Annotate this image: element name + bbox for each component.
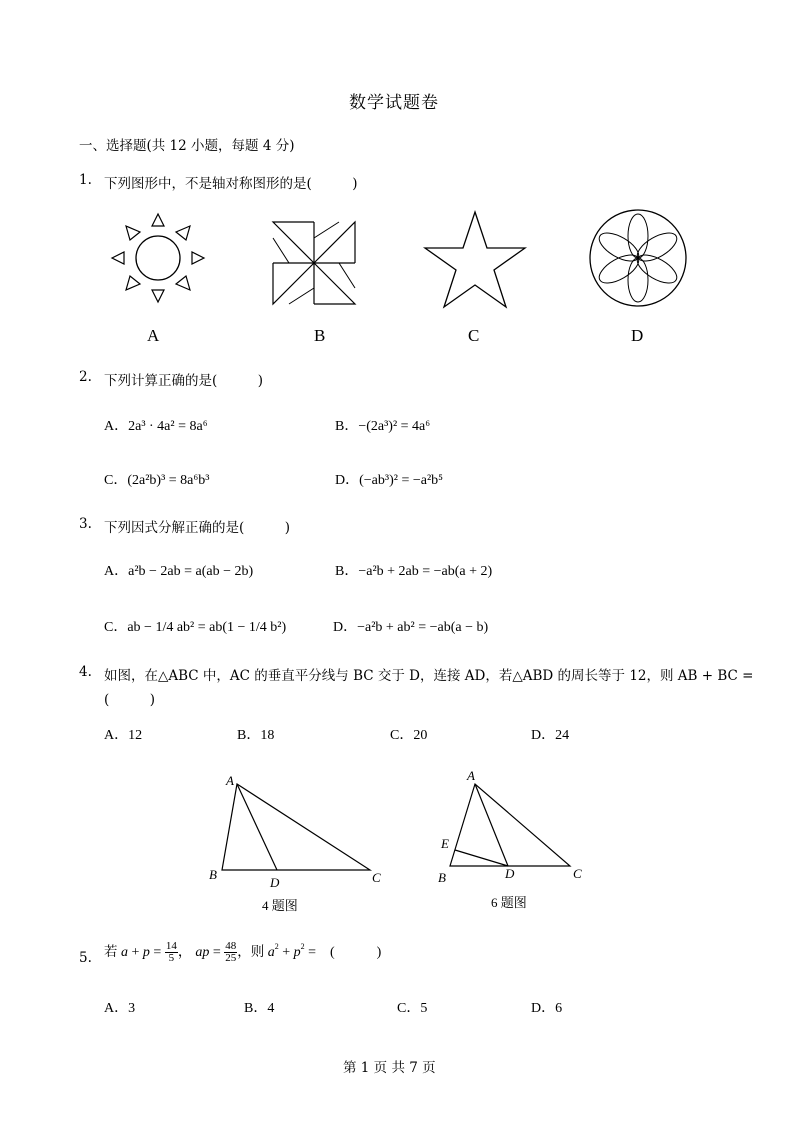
q2-option-d: D．(−ab³)² = −a²b⁵	[335, 473, 444, 488]
q5-option-c: C．5	[397, 1001, 428, 1016]
q5-stem: 若 a + p = $\frac{14}{5}$ ， ap = $\frac{48}{25}$ ，则 $a^2 + p^2$ = ( )	[104, 940, 382, 965]
q1-label-c: C	[468, 326, 480, 345]
q5-tail: = ( )	[308, 945, 382, 960]
q3-option-b: B．−a²b + 2ab = −ab(a + 2)	[335, 564, 493, 579]
fig6-point-a: A	[467, 768, 475, 783]
flower-circle-icon	[586, 206, 690, 310]
triangle-figure-q6	[438, 770, 588, 880]
q3-number: 3.	[79, 516, 92, 532]
q5-fraction-1: $\frac{14}{5}$	[165, 940, 177, 965]
fig6-caption: 6 题图	[491, 895, 527, 910]
q2-number: 2.	[79, 369, 92, 385]
q1-stem: 下列图形中，不是轴对称图形的是( )	[104, 176, 358, 192]
fig4-point-d: D	[270, 875, 280, 890]
fig6-point-d: D	[505, 866, 515, 881]
fig4-point-a: A	[226, 773, 234, 788]
q5-stem-prefix: 若	[104, 944, 118, 960]
fig6-point-e: E	[441, 836, 449, 851]
q5-fraction-2: $\frac{48}{25}$	[225, 940, 237, 965]
q2-option-c: C．(2a²b)³ = 8a⁶b³	[104, 473, 210, 488]
q1-label-a: A	[147, 326, 160, 345]
q1-label-d: D	[631, 326, 644, 345]
q5-stem-suffix: ，则	[237, 944, 265, 960]
q4-option-c: C．20	[390, 728, 428, 743]
sun-icon	[108, 210, 208, 310]
q3-option-d: D．−a²b + ab² = −ab(a − b)	[333, 620, 489, 635]
q1-number: 1.	[79, 172, 92, 188]
q4-option-a: A．12	[104, 728, 143, 743]
q4-stem-paren: ( )	[104, 692, 156, 708]
q4-option-b: B．18	[237, 728, 275, 743]
star-icon	[420, 210, 530, 310]
page-title: 数学试题卷	[349, 93, 439, 113]
fig4-caption: 4 题图	[262, 898, 298, 913]
q1-label-b: B	[314, 326, 326, 345]
q2-option-a: A．2a³ · 4a² = 8a⁶	[104, 419, 208, 434]
fig4-point-b: B	[209, 867, 217, 882]
fig6-point-c: C	[573, 866, 582, 881]
q4-stem: 如图，在△ABC 中，AC 的垂直平分线与 BC 交于 D，连接 AD，若△ABD 的周长等于 12，则 AB + BC =	[104, 668, 754, 684]
q4-number: 4.	[79, 664, 92, 680]
q4-option-d: D．24	[531, 728, 570, 743]
q5-number: 5.	[79, 950, 92, 966]
fig6-point-b: B	[438, 870, 446, 885]
page-footer: 第 1 页 共 7 页	[343, 1060, 436, 1076]
q3-stem: 下列因式分解正确的是( )	[104, 520, 291, 536]
section-heading: 一、选择题(共 12 小题，每题 4 分)	[79, 138, 295, 154]
q5-option-b: B．4	[244, 1001, 275, 1016]
q3-option-a: A．a²b − 2ab = a(ab − 2b)	[104, 564, 254, 579]
q2-option-b: B．−(2a³)² = 4a⁶	[335, 419, 431, 434]
q5-option-a: A．3	[104, 1001, 136, 1016]
q5-option-d: D．6	[531, 1001, 563, 1016]
q3-option-c: C．ab − 1/4 ab² = ab(1 − 1/4 b²)	[104, 620, 287, 635]
q2-stem: 下列计算正确的是( )	[104, 373, 264, 389]
fig4-point-c: C	[372, 870, 381, 885]
pinwheel-icon	[269, 218, 359, 308]
